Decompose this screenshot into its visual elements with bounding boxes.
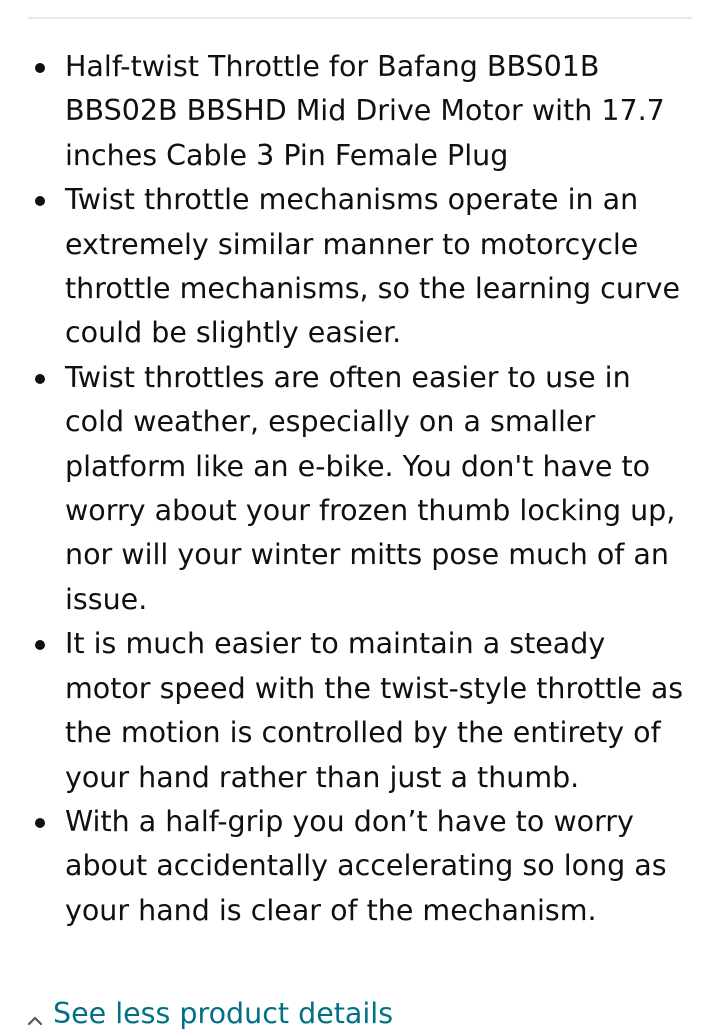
product-feature-bullets: [0, 45, 720, 933]
see-less-product-details-link[interactable]: [26, 994, 393, 1034]
feature-bullet-text: Twist throttle mechanisms operate in an extremely similar manner to motorcycle throttle mechanisms, so the learning curve could be slightly easier.: [65, 183, 681, 350]
bullet-marker: [35, 63, 45, 73]
feature-bullet: [0, 45, 720, 178]
section-divider: [28, 17, 692, 19]
bullet-marker: [35, 818, 45, 828]
see-less-label[interactable]: See less product details: [53, 997, 394, 1030]
chevron-up-icon: [26, 1012, 44, 1030]
feature-bullet: [0, 356, 720, 622]
feature-bullet: [0, 178, 720, 356]
feature-bullet-text: With a half-grip you don’t have to worry about accidentally accelerating so long as your hand is clear of the mechanism.: [65, 804, 667, 927]
feature-bullet: [0, 622, 720, 800]
feature-bullet-text: Half-twist Throttle for Bafang BBS01B BBS02B BBSHD Mid Drive Motor with 17.7 inches Cable 3 Pin Female Plug: [65, 50, 665, 172]
feature-bullet-text: Twist throttles are often easier to use in cold weather, especially on a smaller platform like an e-bike. You don't have to worry about your frozen thumb locking up, nor will your winter mitts pose much of an issue.: [65, 360, 676, 616]
bullet-marker: [35, 640, 45, 650]
bullet-marker: [35, 374, 45, 384]
feature-bullet: [0, 800, 720, 933]
feature-bullet-text: It is much easier to maintain a steady motor speed with the twist-style throttle as the motion is controlled by the entirety of your hand rather than just a thumb.: [65, 627, 684, 794]
bullet-marker: [35, 196, 45, 206]
